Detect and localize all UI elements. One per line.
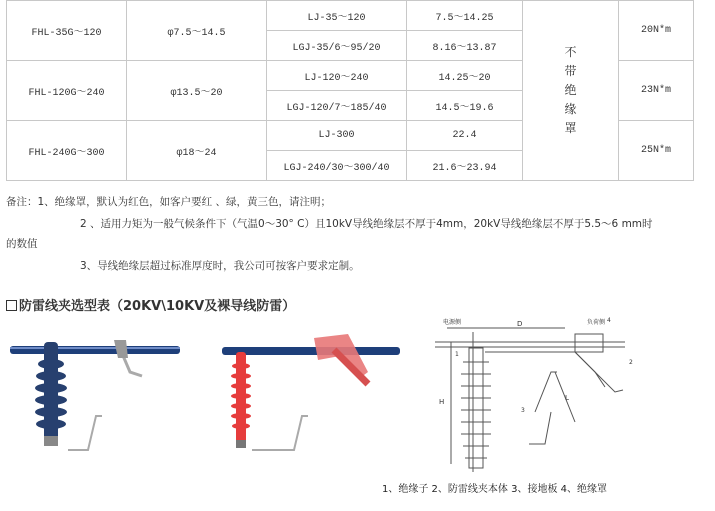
checkbox-icon <box>6 300 17 311</box>
conductor-cell: LJ-120～240 <box>267 61 407 91</box>
red-insulator-body <box>231 352 251 444</box>
blue-insulator-image <box>10 332 190 462</box>
cover-note-cell <box>523 1 619 181</box>
diameter-cell: φ13.5～20 <box>127 61 267 121</box>
note-line-1: 备注：1、绝缘罩，默认为红色，如客户要红 、绿，黄三色，请注明； <box>6 196 332 208</box>
cover-note: 不带绝缘罩 <box>564 45 577 135</box>
num-3: 3 <box>521 407 525 414</box>
model-cell: FHL-35G～120 <box>7 1 127 61</box>
ground-plate <box>68 416 102 450</box>
range-cell: 21.6～23.94 <box>407 151 523 181</box>
red-cover <box>314 334 368 384</box>
torque-cell: 23N*m <box>619 61 694 121</box>
conductor-cell: LJ-35～120 <box>267 1 407 31</box>
label-power-side: 电源侧 <box>443 319 462 326</box>
technical-drawing <box>425 312 645 477</box>
conductor-cell: LGJ-35/6～95/20 <box>267 31 407 61</box>
range-cell: 7.5～14.25 <box>407 1 523 31</box>
range-cell: 22.4 <box>407 121 523 151</box>
cable-line <box>222 347 400 355</box>
section-title: 防雷线夹选型表（20KV\10KV及裸导线防雷） <box>6 295 295 314</box>
range-cell: 8.16～13.87 <box>407 31 523 61</box>
torque-cell: 25N*m <box>619 121 694 181</box>
dim-h: H <box>439 398 445 406</box>
num-4: 4 <box>607 317 611 324</box>
diameter-cell: φ7.5～14.5 <box>127 1 267 61</box>
diameter-cell: φ18～24 <box>127 121 267 181</box>
conductor-cell: LGJ-120/7～185/40 <box>267 91 407 121</box>
range-cell: 14.25～20 <box>407 61 523 91</box>
model-cell: FHL-240G～300 <box>7 121 127 181</box>
num-1: 1 <box>455 351 459 358</box>
spec-table <box>6 0 694 181</box>
num-2: 2 <box>629 359 633 366</box>
dim-d: D <box>517 320 523 328</box>
torque-cell: 20N*m <box>619 1 694 61</box>
ground-plate <box>252 416 308 450</box>
model-cell: FHL-120G～240 <box>7 61 127 121</box>
blue-insulator-body <box>35 342 67 442</box>
diagram-caption: 1、绝缘子 2、防雷线夹本体 3、接地板 4、绝缘罩 <box>382 484 607 495</box>
label-load-side: 负荷侧 <box>587 319 606 326</box>
dim-l: L <box>565 394 569 402</box>
red-insulator-image <box>222 332 402 462</box>
note-line-2: 2 、适用力矩为一般气候条件下（气温0～30° C）且10kV导线绝缘层不厚于4mm，20kV导线绝缘层不厚于5.5～6 mm时 <box>80 218 653 230</box>
range-cell: 14.5～19.6 <box>407 91 523 121</box>
note-line-2-cont: 的数值 <box>6 238 38 250</box>
note-line-3: 3、导线绝缘层超过标准厚度时，我公司可按客户要求定制。 <box>80 260 360 272</box>
conductor-cell: LJ-300 <box>267 121 407 151</box>
conductor-cell: LGJ-240/30～300/40 <box>267 151 407 181</box>
